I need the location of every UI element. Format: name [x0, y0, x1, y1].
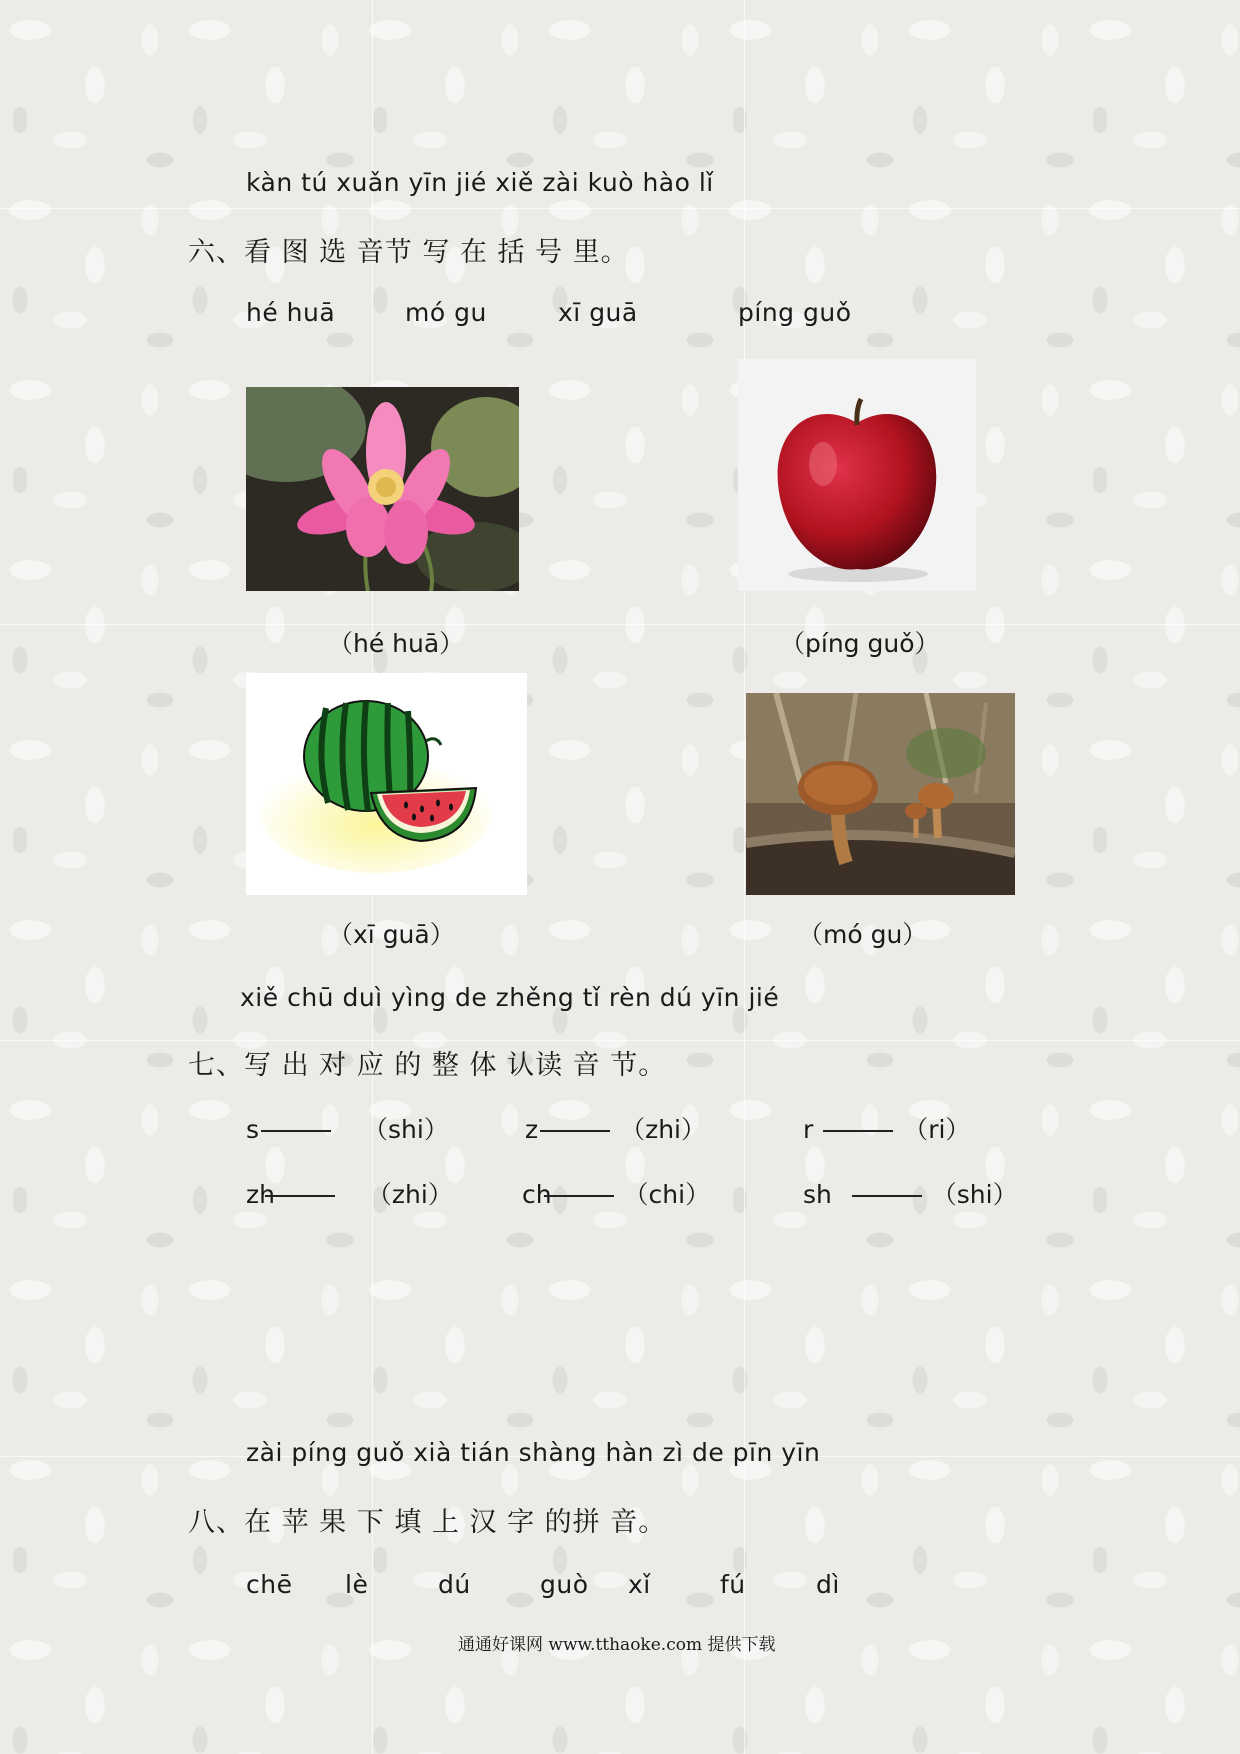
word-di: dì [816, 1570, 840, 1599]
word-che: chē [246, 1570, 293, 1599]
initial-label: sh [803, 1180, 832, 1209]
initial-label: zh [246, 1180, 275, 1209]
answer-text: （ri） [903, 1115, 971, 1144]
option-xi-gua: xī guā [558, 298, 638, 327]
watermelon-image [246, 673, 527, 895]
footer-text: 通通好课网 www.tthaoke.com 提供下载 [458, 1635, 776, 1655]
grid-line [0, 624, 1240, 625]
initial-label: s [246, 1115, 260, 1144]
section6-title: 六、看 图 选 音节 写 在 括 号 里。 [188, 237, 629, 268]
section7-title: 七、写 出 对 应 的 整 体 认读 音 节。 [188, 1050, 667, 1081]
answer-line [852, 1195, 922, 1197]
option-ping-guo: píng guǒ [738, 298, 852, 327]
answer-line [823, 1130, 893, 1132]
apple-image [738, 359, 976, 591]
answer-line [265, 1195, 335, 1197]
section6-pinyin: kàn tú xuǎn yīn jié xiě zài kuò hào lǐ [246, 168, 714, 197]
caption-mushroom: （mó gu） [798, 920, 928, 949]
answer-text: （zhi） [620, 1115, 706, 1144]
grid-line [744, 0, 745, 1754]
word-le: lè [345, 1570, 369, 1599]
answer-line [544, 1195, 614, 1197]
word-xi: xǐ [628, 1570, 651, 1599]
section8-pinyin: zài píng guǒ xià tián shàng hàn zì de pīn yīn [246, 1438, 821, 1467]
answer-text: （chi） [623, 1180, 711, 1209]
section8-title: 八、在 苹 果 下 填 上 汉 字 的拼 音。 [188, 1507, 667, 1538]
caption-apple: （píng guǒ） [780, 629, 940, 658]
initial-label: z [525, 1115, 539, 1144]
answer-text: （shi） [931, 1180, 1018, 1209]
initial-label: r [803, 1115, 814, 1144]
pair-s [246, 1110, 449, 1146]
mushroom-image [746, 693, 1015, 895]
caption-lotus: （hé huā） [328, 629, 465, 658]
pair-zh [246, 1175, 453, 1211]
answer-line [540, 1130, 610, 1132]
answer-text: （zhi） [366, 1180, 453, 1209]
grid-line [0, 208, 1240, 209]
pair-ch [522, 1175, 710, 1211]
word-du: dú [438, 1570, 471, 1599]
option-mo-gu: mó gu [405, 298, 487, 327]
word-fu: fú [720, 1570, 746, 1599]
pair-sh [803, 1175, 1018, 1211]
section7-pinyin: xiě chū duì yìng de zhěng tǐ rèn dú yīn jié [240, 983, 780, 1012]
answer-line [261, 1130, 331, 1132]
word-guo: guò [540, 1570, 589, 1599]
initial-label: ch [522, 1180, 552, 1209]
caption-watermelon: （xī guā） [328, 920, 455, 949]
grid-line [0, 1040, 1240, 1041]
pair-z [525, 1110, 706, 1146]
answer-text: （shi） [362, 1115, 449, 1144]
lotus-image [246, 387, 519, 591]
option-he-hua: hé huā [246, 298, 336, 327]
pair-r [803, 1110, 970, 1146]
